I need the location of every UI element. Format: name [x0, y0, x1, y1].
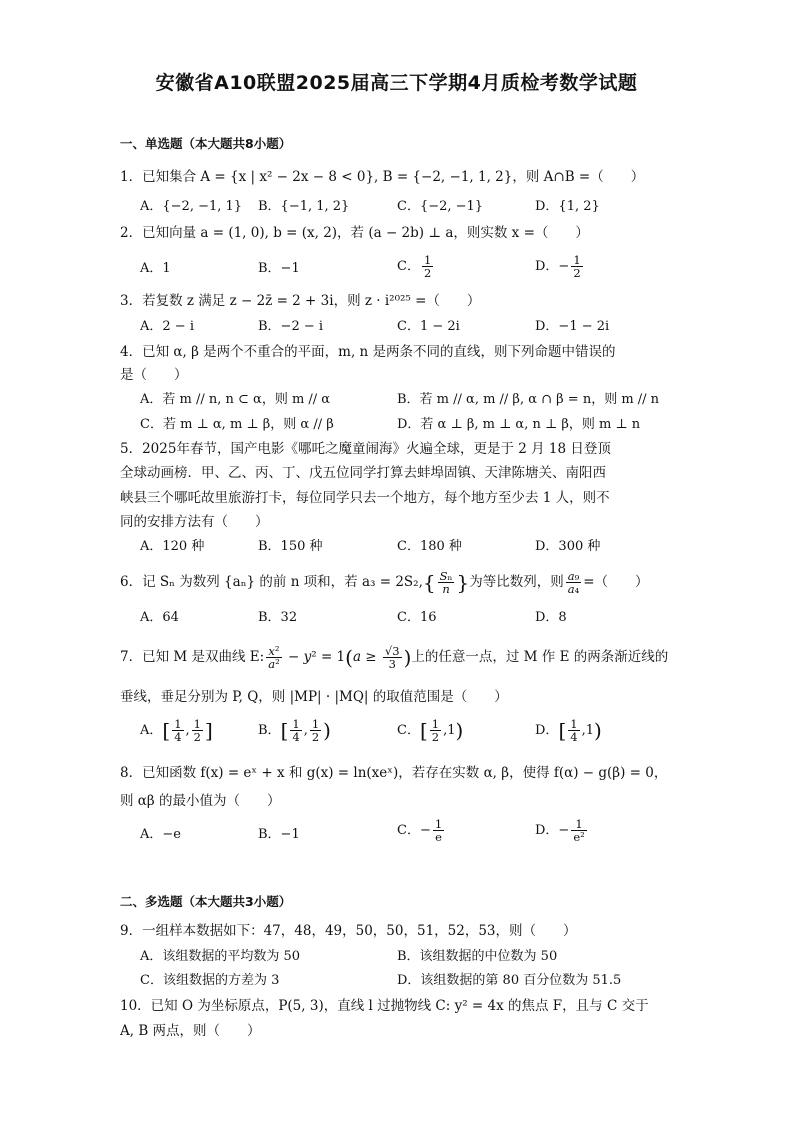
- q7-option-b: B．[ $\frac{1}{4}$ , $\frac{1}{2}$ ): [258, 717, 331, 744]
- q9-option-d: D．该组数据的第 80 百分位数为 51.5: [397, 973, 622, 988]
- question-3-stem: 3．若复数 z 满足 z − 2z̄ = 2 + 3i，则 z · i²⁰²⁵ =（ ）: [120, 293, 481, 309]
- q1-option-c: C．{−2, −1}: [397, 199, 484, 214]
- question-7-stem-line-2: 垂线，垂足分别为 P, Q，则 |MP| · |MQ| 的取值范围是（ ）: [120, 689, 508, 705]
- question-9-stem: 9．一组样本数据如下：47，48，49，50，50，51，52，53，则（ ）: [120, 923, 577, 939]
- q9-option-b: B．该组数据的中位数为 50: [397, 949, 558, 964]
- q1-option-b: B．{−1, 1, 2}: [258, 199, 350, 214]
- question-5-line-3: 峡县三个哪吒故里旅游打卡，每位同学只去一个地方，每个地方至少去 1 人，则不: [120, 490, 610, 506]
- q3-option-c: C．1 − 2i: [397, 319, 460, 334]
- q7-option-b-label: B．: [258, 723, 281, 738]
- question-5-line-4: 同的安排方法有（ ）: [120, 514, 269, 530]
- q6-option-d: D．8: [535, 610, 567, 625]
- question-1-stem: 1．已知集合 A = {x | x² − 2x − 8 < 0}, B = {−2, −1, 1, 2}，则 A∩B =（ ）: [120, 169, 645, 185]
- q8-option-a: A．−e: [140, 827, 181, 842]
- q8-option-b: B．−1: [258, 827, 300, 842]
- question-8-line-1: 8．已知函数 f(x) = eˣ + x 和 g(x) = ln(xeˣ)，若存在实数 α, β，使得 f(α) − g(β) = 0，: [120, 765, 668, 781]
- q2-option-d-label: D．−: [535, 259, 570, 274]
- q5-option-d: D．300 种: [535, 539, 601, 554]
- q3-option-d: D．−1 − 2i: [535, 319, 610, 334]
- q6-stem-mid: 为等比数列，则: [469, 574, 564, 590]
- q2-option-b: B．−1: [258, 261, 300, 276]
- q2-option-c-label: C．: [397, 259, 420, 274]
- q6-option-a: A．64: [140, 610, 179, 625]
- q3-option-b: B．−2 − i: [258, 319, 324, 334]
- q7-stem-mid: 上的任意一点，过 M 作 E 的两条渐近线的: [411, 649, 669, 665]
- q8-option-d-label: D．−: [535, 823, 570, 838]
- q4-option-d: D．若 α ⊥ β, m ⊥ α, n ⊥ β，则 m ⊥ n: [397, 417, 641, 432]
- section-heading-multiple-choice: 二、多选题（本大题共3小题）: [120, 894, 292, 909]
- section-heading-single-choice: 一、单选题（本大题共8小题）: [120, 136, 292, 151]
- question-4-stem-line-2: 是（ ）: [120, 367, 188, 383]
- question-6-stem: 6．记 Sₙ 为数列 {aₙ} 的前 n 项和，若 a₃ = 2S₂,{ $\frac{\text{Sₙ}}{n}$ }为等比数列，则 $\frac{\text{a₉}}{\text{a₄}}$ =（ ）: [120, 569, 649, 596]
- q8-option-c: C．− $\frac{1}{e}$: [397, 817, 443, 844]
- q9-option-c: C．该组数据的方差为 3: [140, 973, 280, 988]
- page-title: 安徽省A10联盟2025届高三下学期4月质检考数学试题: [155, 72, 638, 94]
- q6-stem-post: =（ ）: [583, 574, 649, 590]
- question-8-line-2: 则 αβ 的最小值为（ ）: [120, 793, 281, 809]
- q8-option-c-label: C．−: [397, 823, 431, 838]
- q3-option-a: A．2 − i: [140, 319, 194, 334]
- q1-option-d: D．{1, 2}: [535, 199, 600, 214]
- q5-option-c: C．180 种: [397, 539, 462, 554]
- q8-option-d: D．− $\frac{1}{\text{e²}}$: [535, 817, 585, 844]
- q5-option-a: A．120 种: [140, 539, 205, 554]
- question-2-stem: 2．已知向量 a = (1, 0), b = (x, 2)，若 (a − 2b) ⊥ a，则实数 x =（ ）: [120, 225, 589, 241]
- q7-option-a-label: A．: [140, 723, 163, 738]
- question-5-line-2: 全球动画榜．甲、乙、丙、丁、戊五位同学打算去蚌埠固镇、天津陈塘关、南阳西: [120, 465, 606, 481]
- question-4-stem-line-1: 4．已知 α, β 是两个不重合的平面，m, n 是两条不同的直线，则下列命题中错误的: [120, 344, 616, 360]
- question-10-line-1: 10．已知 O 为坐标原点，P(5, 3)，直线 l 过抛物线 C: y² = 4x 的焦点 F，且与 C 交于: [120, 998, 649, 1014]
- q1-option-a: A．{−2, −1, 1}: [140, 199, 243, 214]
- q2-option-d: D．− $\frac{1}{2}$: [535, 253, 581, 280]
- q7-option-d-label: D．: [535, 723, 559, 738]
- q7-stem-pre: 7．已知 M 是双曲线 E:: [120, 649, 265, 665]
- q7-option-d: D．[ $\frac{1}{4}$ ,1): [535, 717, 602, 744]
- q6-option-b: B．32: [258, 610, 298, 625]
- q4-option-c: C．若 m ⊥ α, m ⊥ β，则 α // β: [140, 417, 334, 432]
- q7-option-c: C．[ $\frac{1}{2}$ ,1): [397, 717, 464, 744]
- question-7-stem-line-1: 7．已知 M 是双曲线 E: $\frac{\text{x²}}{\text{a²}}$ − y² = 1(a ≥ $\frac{√3}{3}$ )上的任意一点，过 M 作 E 的两条渐近线的: [120, 644, 669, 671]
- q9-option-a: A．该组数据的平均数为 50: [140, 949, 301, 964]
- q6-option-c: C．16: [397, 610, 437, 625]
- q6-stem-pre: 6．记 Sₙ 为数列 {aₙ} 的前 n 项和，若 a₃ = 2S₂,: [120, 574, 423, 590]
- q2-option-a: A．1: [140, 261, 171, 276]
- q4-option-b: B．若 m // α, m // β, α ∩ β = n，则 m // n: [397, 392, 660, 407]
- q5-option-b: B．150 种: [258, 539, 323, 554]
- q7-option-c-label: C．: [397, 723, 420, 738]
- q2-option-c: C． $\frac{1}{2}$: [397, 253, 432, 280]
- question-10-line-2: A, B 两点，则（ ）: [120, 1023, 261, 1039]
- q7-option-a: A．[ $\frac{1}{4}$ , $\frac{1}{2}$ ]: [140, 717, 213, 744]
- question-5-line-1: 5．2025年春节，国产电影《哪吒之魔童闹海》火遍全球，更是于 2 月 18 日登顶: [120, 441, 611, 457]
- q4-option-a: A．若 m // n, n ⊂ α，则 m // α: [140, 392, 331, 407]
